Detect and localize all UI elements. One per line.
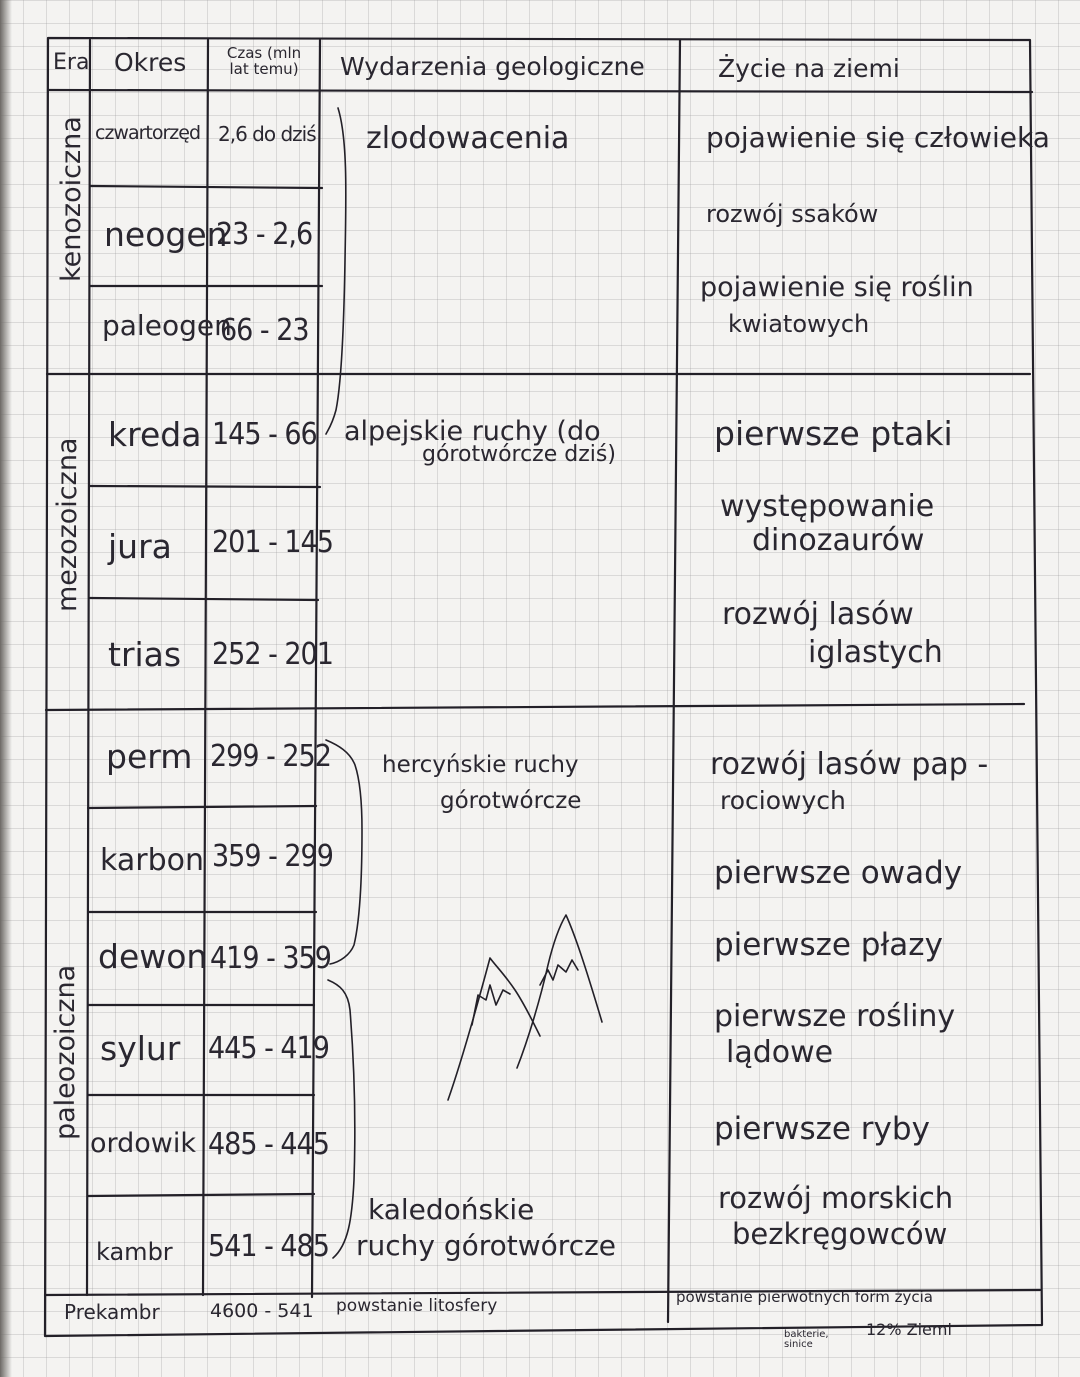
life-human: pojawienie się człowieka (706, 121, 1050, 154)
time-czwartorzed: 2,6 do dziś (218, 122, 316, 146)
period-dewon: dewon (98, 937, 208, 976)
precambrian-note-small: bakterie, sinice (784, 1329, 829, 1350)
time-kreda: 145 - 66 (212, 417, 317, 452)
event-caledonian-line2: ruchy górotwórcze (356, 1229, 617, 1262)
life-conifers-line2: iglastych (808, 635, 943, 670)
period-perm: perm (106, 737, 193, 776)
header-time: Czas (mln lat temu) (226, 44, 302, 78)
event-caledonian-line1: kaledońskie (368, 1193, 535, 1226)
life-invertebrates-line1: rozwój morskich (718, 1181, 954, 1215)
time-dewon: 419 - 359 (210, 941, 331, 976)
event-hercynian-line1: hercyńskie ruchy (382, 752, 579, 778)
precambrian-event: powstanie litosfery (336, 1296, 498, 1316)
time-sylur: 445 - 419 (208, 1031, 329, 1066)
period-trias: trias (108, 635, 182, 674)
header-era: Era (53, 50, 90, 75)
period-paleogen: paleogen (102, 309, 232, 342)
period-kreda: kreda (108, 415, 202, 454)
life-dinos-line1: występowanie (720, 489, 935, 524)
era-kenozoic: kenozoiczna (56, 116, 87, 282)
time-trias: 252 - 201 (212, 637, 333, 672)
era-mesozoic: mezozoiczna (52, 437, 83, 612)
life-landplants-line1: pierwsze rośliny (714, 999, 956, 1034)
era-paleozoic: paleozoiczna (50, 964, 81, 1140)
life-ferns-line1: rozwój lasów pap - (710, 747, 989, 782)
header-period: Okres (114, 48, 187, 77)
period-jura: jura (108, 527, 172, 566)
period-kambr: kambr (96, 1238, 173, 1266)
event-hercynian-line2: górotwórcze (440, 788, 582, 814)
life-conifers-line1: rozwój lasów (722, 597, 914, 632)
life-fish: pierwsze ryby (714, 1111, 930, 1147)
precambrian-name: Prekambr (64, 1300, 160, 1324)
life-invertebrates-line2: bezkręgowców (732, 1217, 948, 1251)
life-amphibians: pierwsze płazy (714, 927, 943, 963)
event-alpine-line2: górotwórcze dziś) (422, 442, 616, 467)
life-flowering-line1: pojawienie się roślin (700, 272, 974, 303)
period-ordowik: ordowik (90, 1128, 197, 1159)
event-glaciation: zlodowacenia (366, 121, 570, 156)
period-sylur: sylur (100, 1029, 181, 1068)
precambrian-life: powstanie pierwotnych form życia (676, 1288, 933, 1306)
header-events: Wydarzenia geologiczne (340, 52, 645, 81)
time-ordowik: 485 - 445 (208, 1127, 329, 1162)
life-dinos-line2: dinozaurów (752, 523, 925, 558)
time-jura: 201 - 145 (212, 525, 333, 560)
time-kambr: 541 - 485 (208, 1229, 329, 1264)
event-alpine-line1: alpejskie ruchy (do (344, 416, 601, 447)
life-ferns-line2: rociowych (720, 786, 846, 815)
header-life: Życie na ziemi (718, 54, 900, 83)
life-landplants-line2: lądowe (726, 1035, 834, 1070)
life-insects: pierwsze owady (714, 855, 963, 891)
life-flowering-line2: kwiatowych (728, 310, 870, 338)
time-karbon: 359 - 299 (212, 839, 333, 874)
period-neogen: neogen (104, 215, 228, 254)
period-czwartorzed: czwartorzęd (95, 122, 201, 144)
time-neogen: 23 - 2,6 (216, 217, 313, 252)
precambrian-time: 4600 - 541 (210, 1300, 314, 1322)
time-paleogen: 66 - 23 (220, 313, 309, 348)
life-mammals: rozwój ssaków (706, 200, 879, 228)
period-karbon: karbon (100, 843, 204, 878)
time-perm: 299 - 252 (210, 739, 331, 774)
life-birds: pierwsze ptaki (714, 414, 953, 453)
precambrian-note: 12% Ziemi (866, 1320, 952, 1339)
